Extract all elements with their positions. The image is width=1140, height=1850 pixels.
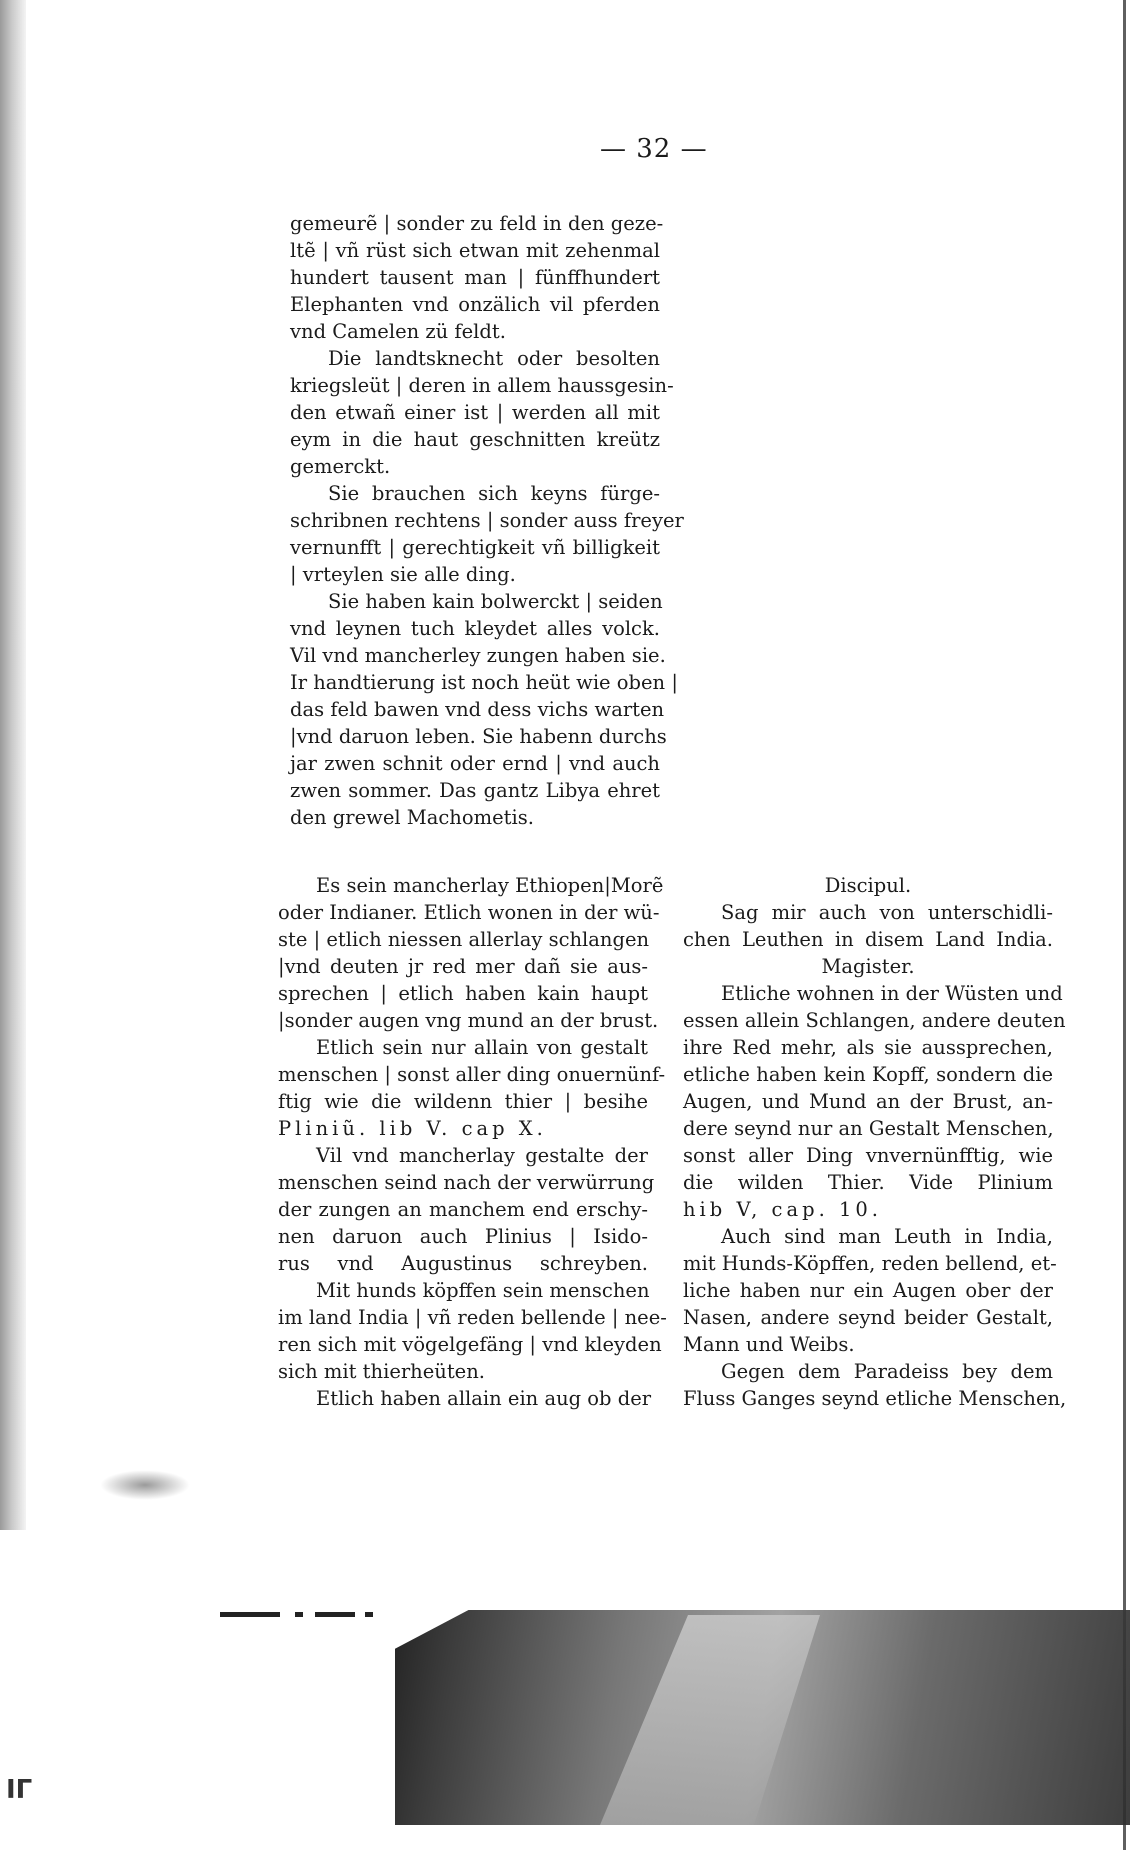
text-line: hib V, cap. 10. xyxy=(683,1198,882,1221)
text-line: ftig wie die wildenn thier | besihe xyxy=(278,1090,648,1113)
text-line: sonst aller Ding vnvernünfftig, wie xyxy=(683,1144,1053,1167)
text-line: im land India | vñ reden bellende | nee- xyxy=(278,1306,667,1329)
text-line: ste | etlich niessen allerlay schlangen xyxy=(278,928,650,951)
dash-mark xyxy=(365,1612,373,1617)
text-line: kriegsleüt | deren in allem haussgesin- xyxy=(290,374,674,397)
scan-smudge xyxy=(100,1470,190,1500)
text-line: vnd Camelen zü feldt. xyxy=(290,320,506,343)
text-line: Elephanten vnd onzälich vil pferden xyxy=(290,293,660,316)
text-line: Etlich sein nur allain von gestalt xyxy=(316,1036,648,1059)
speaker-heading: Magister. xyxy=(821,955,915,978)
text-line: der zungen an manchem end erschy- xyxy=(278,1198,648,1221)
text-line: Etliche wohnen in der Wüsten und xyxy=(721,982,1063,1005)
page-edge-shadow xyxy=(0,0,26,1530)
text-line: Ir handtierung ist noch heüt wie oben | xyxy=(290,671,678,694)
text-line: hundert tausent man | fünffhundert xyxy=(290,266,660,289)
text-line: Nasen, andere seynd beider Gestalt, xyxy=(683,1306,1053,1329)
text-line: ren sich mit vögelgefäng | vnd kleyden xyxy=(278,1333,662,1356)
text-line: Sie brauchen sich keyns fürge- xyxy=(328,482,660,505)
scan-edge-line xyxy=(1123,0,1126,1850)
text-line: schribnen rechtens | sonder auss freyer xyxy=(290,509,684,532)
text-line: |vnd deuten jr red mer dañ sie aus- xyxy=(278,955,648,978)
text-line: chen Leuthen in disem Land India. xyxy=(683,928,1053,951)
text-line: Vil vnd mancherlay gestalte der xyxy=(316,1144,648,1167)
text-line: Gegen dem Paradeiss bey dem xyxy=(721,1360,1053,1383)
text-line: Auch sind man Leuth in India, xyxy=(721,1225,1053,1248)
scan-corner-mark: ΙΓ xyxy=(6,1775,33,1805)
scan-dash-marks xyxy=(220,1612,440,1620)
text-line: vernunfft | gerechtigkeit vñ billigkeit xyxy=(290,536,660,559)
text-line: nen daruon auch Plinius | Isido- xyxy=(278,1225,648,1248)
text-line: gemerckt. xyxy=(290,455,391,478)
text-line: ihre Red mehr, als sie aussprechen, xyxy=(683,1036,1053,1059)
text-line: Sag mir auch von unterschidli- xyxy=(721,901,1053,924)
text-line: Fluss Ganges seynd etliche Menschen, xyxy=(683,1387,1067,1410)
text-line: Mit hunds köpffen sein menschen xyxy=(316,1279,650,1302)
text-line: rus vnd Augustinus schreyben. xyxy=(278,1252,648,1275)
left-column xyxy=(278,872,667,1412)
text-line: den etwañ einer ist | werden all mit xyxy=(290,401,660,424)
text-line: vnd leynen tuch kleydet alles volck. xyxy=(290,617,660,640)
text-line: Augen, und Mund an der Brust, an- xyxy=(683,1090,1053,1113)
text-line: menschen | sonst aller ding onuernünf- xyxy=(278,1063,666,1086)
text-line: Es sein mancherlay Ethiopen|Morẽ xyxy=(316,874,664,897)
text-line: mit Hunds-Köpffen, reden bellend, et- xyxy=(683,1252,1057,1275)
upper-text-block xyxy=(290,210,684,831)
text-line: eym in die haut geschnitten kreütz xyxy=(290,428,660,451)
text-line: gemeurẽ | sonder zu feld in den geze- xyxy=(290,212,664,235)
text-line: sprechen | etlich haben kain haupt xyxy=(278,982,648,1005)
text-line: ltẽ | vñ rüst sich etwan mit zehenmal xyxy=(290,239,660,262)
text-line: liche haben nur ein Augen ober der xyxy=(683,1279,1053,1302)
speaker-heading: Discipul. xyxy=(824,874,912,897)
text-line: den grewel Machometis. xyxy=(290,806,534,829)
text-line: Pliniũ. lib V. cap X. xyxy=(278,1117,547,1140)
text-line: Vil vnd mancherley zungen haben sie. xyxy=(290,644,666,667)
text-line: Die landtsknecht oder besolten xyxy=(328,347,660,370)
text-line: das feld bawen vnd dess vichs warten xyxy=(290,698,665,721)
text-line: essen allein Schlangen, andere deuten xyxy=(683,1009,1066,1032)
text-line: | vrteylen sie alle ding. xyxy=(290,563,516,586)
text-line: |sonder augen vng mund an der brust. xyxy=(278,1009,659,1032)
text-line: |vnd daruon leben. Sie habenn durchs xyxy=(290,725,667,748)
text-line: menschen seind nach der verwürrung xyxy=(278,1171,655,1194)
dash-mark xyxy=(220,1612,280,1617)
right-column xyxy=(683,872,1067,1412)
text-line: zwen sommer. Das gantz Libya ehret xyxy=(290,779,660,802)
text-line: sich mit thierheüten. xyxy=(278,1360,485,1383)
dash-mark xyxy=(295,1612,303,1617)
text-line: Etlich haben allain ein aug ob der xyxy=(316,1387,652,1410)
page-number: — 32 — xyxy=(600,134,708,164)
text-line: oder Indianer. Etlich wonen in der wü- xyxy=(278,901,660,924)
text-line: Sie haben kain bolwerckt | seiden xyxy=(328,590,663,613)
text-line: Mann und Weibs. xyxy=(683,1333,855,1356)
text-line: dere seynd nur an Gestalt Menschen, xyxy=(683,1117,1054,1140)
text-line: etliche haben kein Kopff, sondern die xyxy=(683,1063,1053,1086)
dash-mark xyxy=(315,1612,355,1617)
text-line: jar zwen schnit oder ernd | vnd auch xyxy=(290,752,660,775)
text-line: die wilden Thier. Vide Plinium xyxy=(683,1171,1053,1194)
